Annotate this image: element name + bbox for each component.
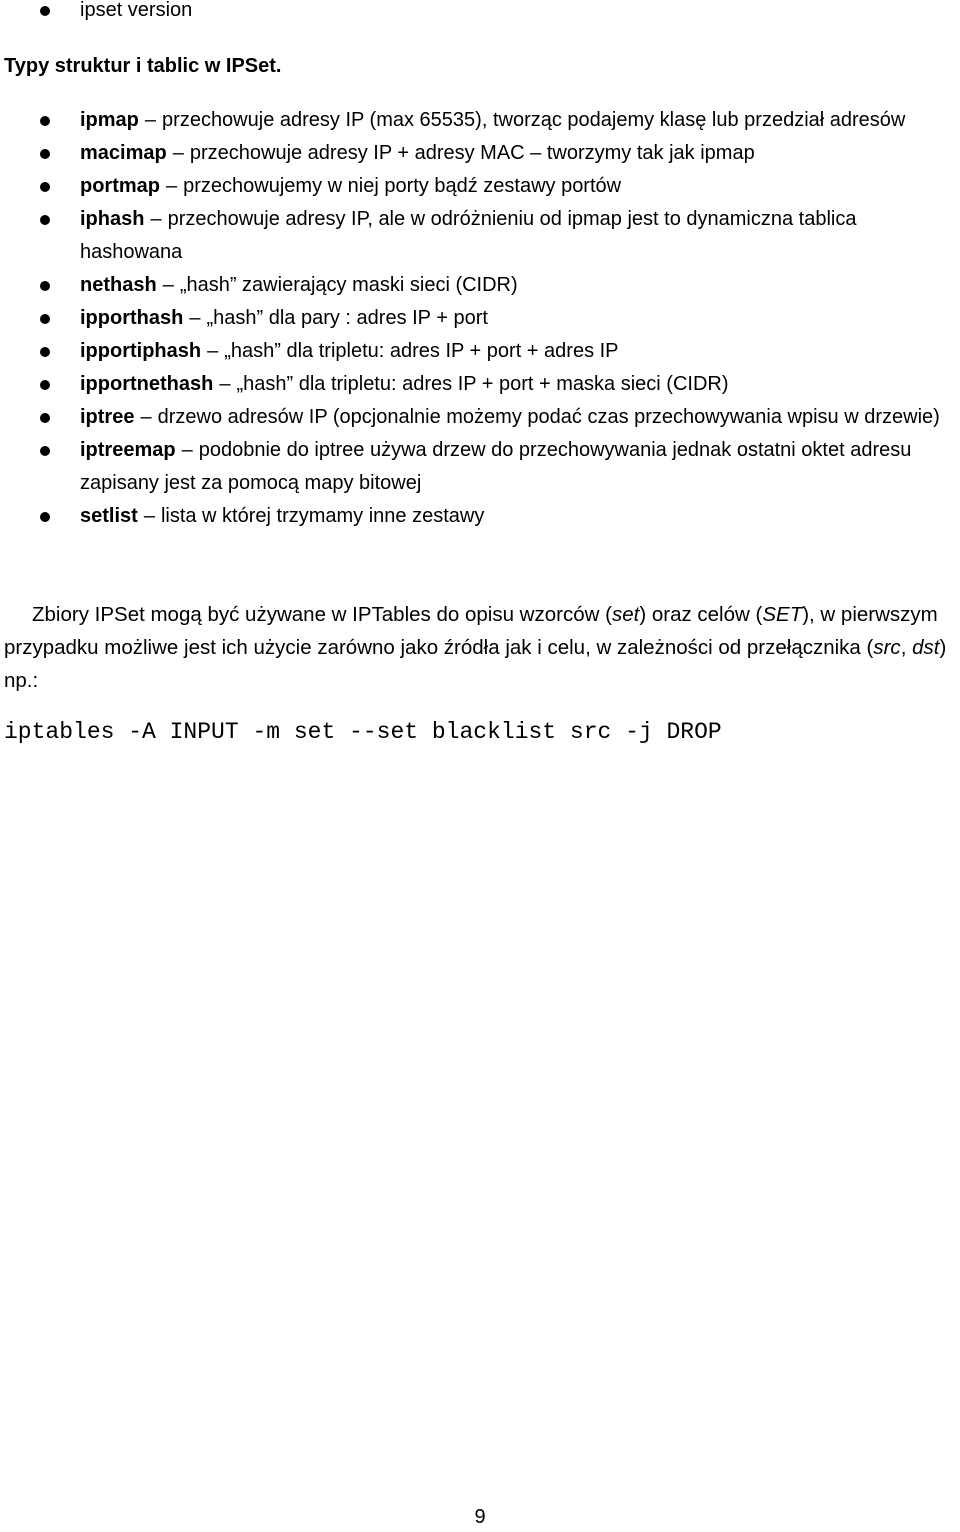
body-paragraph bbox=[4, 598, 956, 697]
bullet-icon bbox=[40, 347, 50, 357]
type-description: drzewo adresów IP (opcjonalnie możemy podać czas przechowywania wpisu w drzewie) bbox=[157, 406, 940, 428]
bullet-icon bbox=[40, 149, 50, 159]
separator: – bbox=[143, 505, 155, 527]
paragraph-text: Zbiory IPSet mogą być używane w IPTables do opisu wzorców ( bbox=[32, 603, 612, 626]
type-description: „hash” zawierający maski sieci (CIDR) bbox=[179, 274, 518, 296]
italic-term: set bbox=[611, 603, 640, 626]
separator: – bbox=[207, 340, 219, 362]
type-term: iphash bbox=[80, 208, 145, 230]
separator: – bbox=[181, 439, 193, 461]
italic-term: dst bbox=[912, 636, 940, 659]
separator: – bbox=[140, 406, 152, 428]
type-description: „hash” dla tripletu: adres IP + port + maska sieci (CIDR) bbox=[236, 373, 729, 395]
list-item bbox=[0, 500, 960, 533]
section-heading: Typy struktur i tablic w IPSet. bbox=[4, 55, 282, 77]
separator: – bbox=[219, 373, 231, 395]
types-bullet-list bbox=[0, 104, 960, 533]
type-term: ipporthash bbox=[80, 307, 184, 329]
separator: – bbox=[144, 109, 157, 131]
type-term: ipportiphash bbox=[80, 340, 202, 362]
paragraph-text: ) np.: bbox=[4, 636, 947, 692]
list-item bbox=[0, 401, 960, 434]
separator: – bbox=[166, 175, 178, 197]
top-bullet-list bbox=[0, 0, 960, 27]
type-description: „hash” dla tripletu: adres IP + port + adres IP bbox=[224, 340, 619, 362]
type-description: przechowuje adresy IP (max 65535), tworząc podajemy klasę lub przedział adresów bbox=[162, 109, 906, 131]
type-description: przechowuje adresy IP + adresy MAC – tworzymy tak jak ipmap bbox=[189, 142, 755, 164]
bullet-icon bbox=[40, 215, 50, 225]
separator: – bbox=[150, 208, 162, 230]
bullet-icon bbox=[40, 512, 50, 522]
bullet-icon bbox=[40, 314, 50, 324]
italic-term: src bbox=[873, 636, 901, 659]
type-description: przechowuje adresy IP, ale w odróżnieniu od ipmap jest to dynamiczna tablica hashowana bbox=[80, 208, 857, 263]
paragraph-text: ) oraz celów ( bbox=[639, 603, 763, 626]
bullet-icon bbox=[40, 380, 50, 390]
list-item-text: ipset version bbox=[80, 0, 193, 21]
type-term: nethash bbox=[80, 274, 157, 296]
list-item bbox=[0, 269, 960, 302]
list-item bbox=[0, 0, 960, 27]
bullet-icon bbox=[40, 6, 50, 16]
type-term: ipmap bbox=[80, 109, 139, 131]
list-item bbox=[0, 335, 960, 368]
type-description: „hash” dla pary : adres IP + port bbox=[206, 307, 488, 329]
list-item bbox=[0, 368, 960, 401]
bullet-icon bbox=[40, 413, 50, 423]
bullet-icon bbox=[40, 281, 50, 291]
separator: – bbox=[189, 307, 201, 329]
page-number: 9 bbox=[474, 1506, 486, 1528]
type-term: ipportnethash bbox=[80, 373, 214, 395]
type-term: portmap bbox=[80, 175, 160, 197]
type-term: iptreemap bbox=[80, 439, 176, 461]
type-description: podobnie do iptree używa drzew do przechowywania jednak ostatni oktet adresu zapisany jest za pomocą mapy bitowej bbox=[80, 439, 912, 494]
bullet-icon bbox=[40, 116, 50, 126]
bullet-icon bbox=[40, 182, 50, 192]
type-term: macimap bbox=[80, 142, 167, 164]
type-description: lista w której trzymamy inne zestawy bbox=[160, 505, 485, 527]
list-item bbox=[0, 137, 960, 170]
list-item bbox=[0, 434, 960, 500]
type-description: przechowujemy w niej porty bądź zestawy portów bbox=[183, 175, 622, 197]
code-command: iptables -A INPUT -m set --set blacklist src -j DROP bbox=[4, 719, 722, 745]
list-item bbox=[0, 203, 960, 269]
type-term: setlist bbox=[80, 505, 138, 527]
list-item bbox=[0, 104, 960, 137]
bullet-icon bbox=[40, 446, 50, 456]
list-item bbox=[0, 302, 960, 335]
paragraph-text: , bbox=[900, 636, 913, 659]
type-term: iptree bbox=[80, 406, 135, 428]
separator: – bbox=[162, 274, 174, 296]
paragraph-text: ), w pierwszym przypadku możliwe jest ich użycie zarówno jako źródła jak i celu, w zależności od przełącznika ( bbox=[4, 603, 938, 659]
italic-term: SET bbox=[762, 603, 803, 626]
separator: – bbox=[172, 142, 184, 164]
list-item bbox=[0, 170, 960, 203]
